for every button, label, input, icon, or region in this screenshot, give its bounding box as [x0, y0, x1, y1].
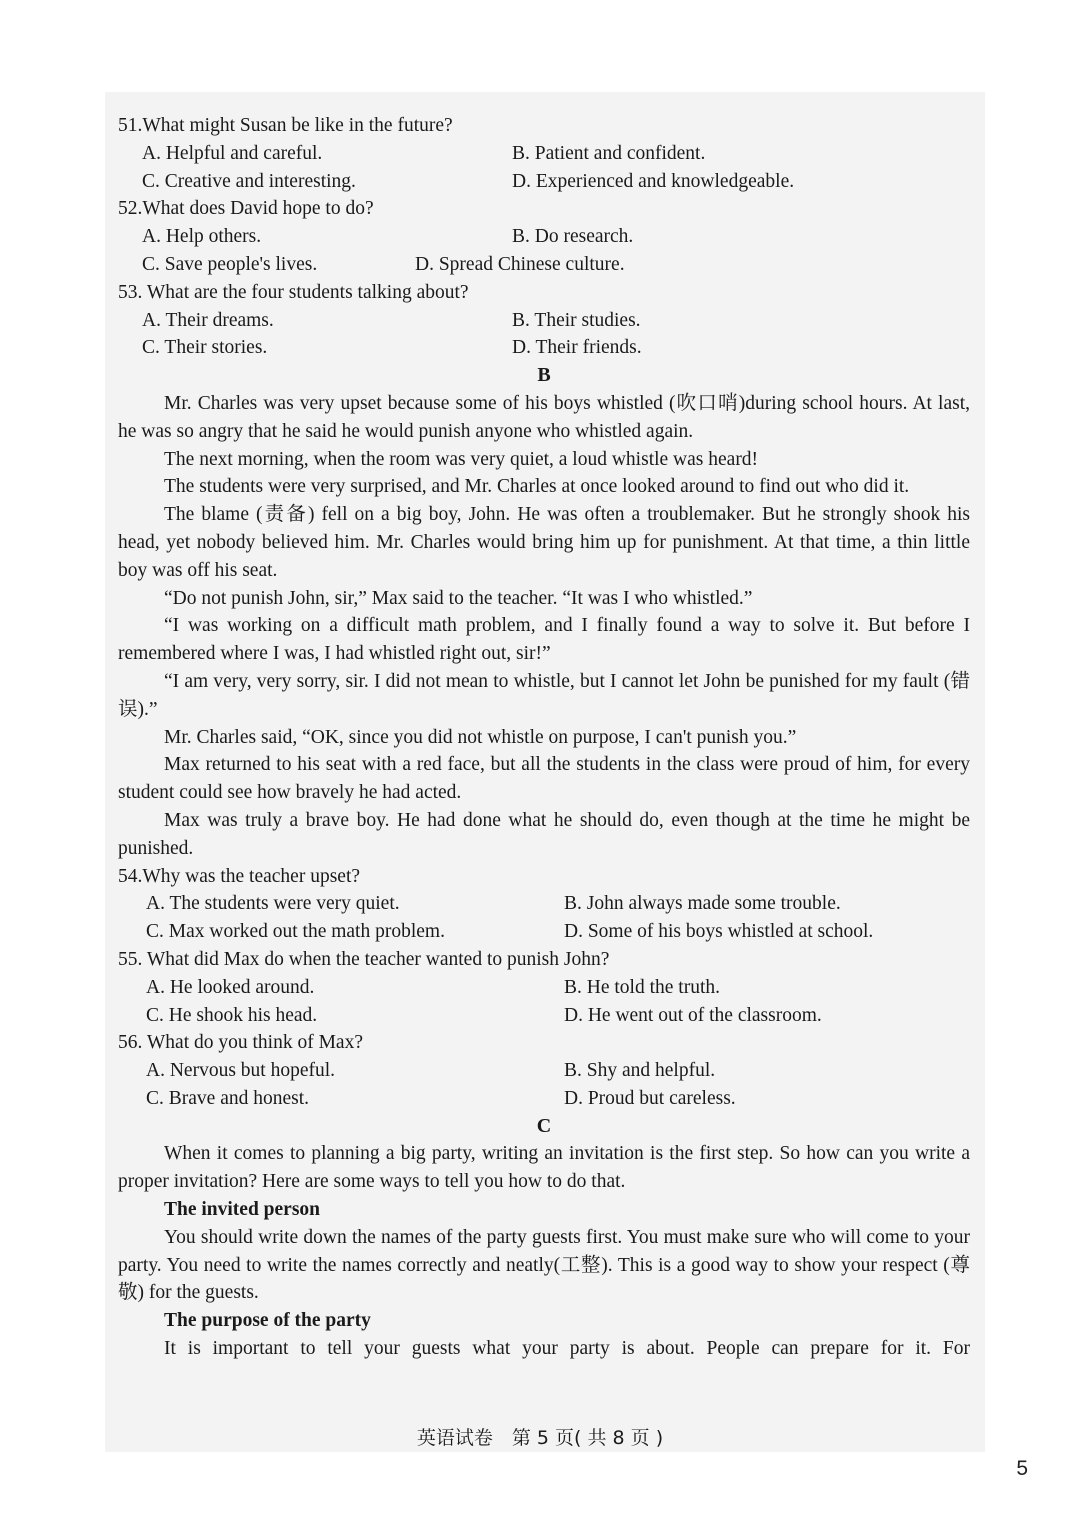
passage-b-paragraph: The next morning, when the room was very quiet, a loud whistle was heard!	[164, 448, 759, 470]
option-b: B. He told the truth.	[564, 976, 720, 998]
page-number: 5	[1016, 1457, 1028, 1480]
question-55-options-row1	[118, 974, 970, 1002]
question-52-options-row1	[118, 223, 970, 251]
option-d: D. Proud but careless.	[564, 1087, 736, 1109]
question-56: 56. What do you think of Max?	[118, 1032, 363, 1054]
option-d: D. He went out of the classroom.	[564, 1004, 822, 1026]
page-footer: 英语试卷 第 5 页( 共 8 页 )	[416, 1427, 664, 1449]
option-a: A. He looked around.	[146, 976, 315, 998]
option-b: B. Shy and helpful.	[564, 1060, 716, 1082]
option-d: D. Their friends.	[512, 337, 642, 359]
option-d: D. Spread Chinese culture.	[415, 253, 625, 275]
question-52: 52.What does David hope to do?	[118, 198, 374, 220]
passage-c-intro: When it comes to planning a big party, writing an invitation is the first step. So how can you write a proper invitation? Here are some ways to tell you how to do that.	[118, 1143, 970, 1193]
passage-b-paragraph: The students were very surprised, and Mr. Charles at once looked around to find out who did it.	[164, 476, 910, 498]
passage-b-paragraph: “Do not punish John, sir,” Max said to the teacher. “It was I who whistled.”	[164, 587, 753, 609]
option-c: C. Max worked out the math problem.	[146, 921, 445, 943]
question-53-options-row1	[118, 307, 970, 335]
option-a: A. Help others.	[142, 226, 262, 248]
subheading-party-purpose: The purpose of the party	[164, 1310, 371, 1332]
option-a: A. The students were very quiet.	[146, 893, 400, 915]
question-54-options-row1	[118, 890, 970, 918]
question-54: 54.Why was the teacher upset?	[118, 865, 361, 887]
question-51-options-row1	[118, 140, 970, 168]
option-c: C. Their stories.	[142, 337, 268, 359]
option-d: D. Experienced and knowledgeable.	[512, 170, 795, 192]
question-51-options-row2	[118, 168, 970, 196]
option-c: C. He shook his head.	[146, 1004, 318, 1026]
option-b: B. John always made some trouble.	[564, 893, 841, 915]
exam-content	[118, 112, 970, 1363]
option-b: B. Do research.	[512, 226, 634, 248]
passage-b-paragraph: The blame (责备) fell on a big boy, John. He was often a troublemaker. But he strongly shook his head, yet nobody believed him. Mr. Charles would bring him up for punishment. At that time, a thin little boy was off his seat.	[118, 504, 970, 581]
question-56-options-row2	[118, 1085, 970, 1113]
passage-c-paragraph: It is important to tell your guests what your party is about. People can prepare for it. For	[164, 1338, 970, 1360]
option-a: A. Their dreams.	[142, 309, 274, 331]
option-b: B. Their studies.	[512, 309, 641, 331]
question-53-options-row2	[118, 334, 970, 362]
question-51: 51.What might Susan be like in the future?	[118, 115, 453, 136]
option-a: A. Helpful and careful.	[142, 142, 323, 164]
question-53: 53. What are the four students talking about?	[118, 281, 469, 303]
passage-b-paragraph: “I am very, very sorry, sir. I did not mean to whistle, but I cannot let John be punished for my fault (错误).”	[118, 670, 970, 720]
option-b: B. Patient and confident.	[512, 142, 706, 164]
option-c: C. Creative and interesting.	[142, 170, 356, 192]
passage-b-paragraph: Max returned to his seat with a red face, but all the students in the class were proud of him, for every student could see how bravely he had acted.	[118, 754, 970, 804]
passage-b-paragraph: “I was working on a difficult math problem, and I finally found a way to solve it. But before I remembered where I was, I had whistled right out, sir!”	[118, 615, 970, 665]
option-d: D. Some of his boys whistled at school.	[564, 921, 874, 943]
passage-b-paragraph: Mr. Charles said, “OK, since you did not whistle on purpose, I can't punish you.”	[164, 726, 797, 748]
section-b-heading: B	[537, 364, 551, 387]
question-55-options-row2	[118, 1002, 970, 1030]
passage-c-paragraph: You should write down the names of the party guests first. You must make sure who will come to your party. You need to write the names correctly and neatly(工整). This is a good way to show your respect (尊敬) for the guests.	[118, 1226, 970, 1304]
passage-b-paragraph: Max was truly a brave boy. He had done what he should do, even though at the time he might be punished.	[118, 809, 970, 859]
passage-b-paragraph: Mr. Charles was very upset because some of his boys whistled (吹口哨)during school hours. At last, he was so angry that he said he would punish anyone who whistled again.	[118, 392, 970, 442]
option-c: C. Brave and honest.	[146, 1087, 310, 1109]
question-55: 55. What did Max do when the teacher wanted to punish John?	[118, 948, 610, 970]
question-52-options-row2	[118, 251, 970, 279]
question-56-options-row1	[118, 1057, 970, 1085]
option-c: C. Save people's lives.	[142, 253, 318, 275]
question-54-options-row2	[118, 918, 970, 946]
subheading-invited-person: The invited person	[164, 1199, 321, 1221]
section-c-heading: C	[536, 1114, 552, 1137]
option-a: A. Nervous but hopeful.	[146, 1060, 336, 1082]
